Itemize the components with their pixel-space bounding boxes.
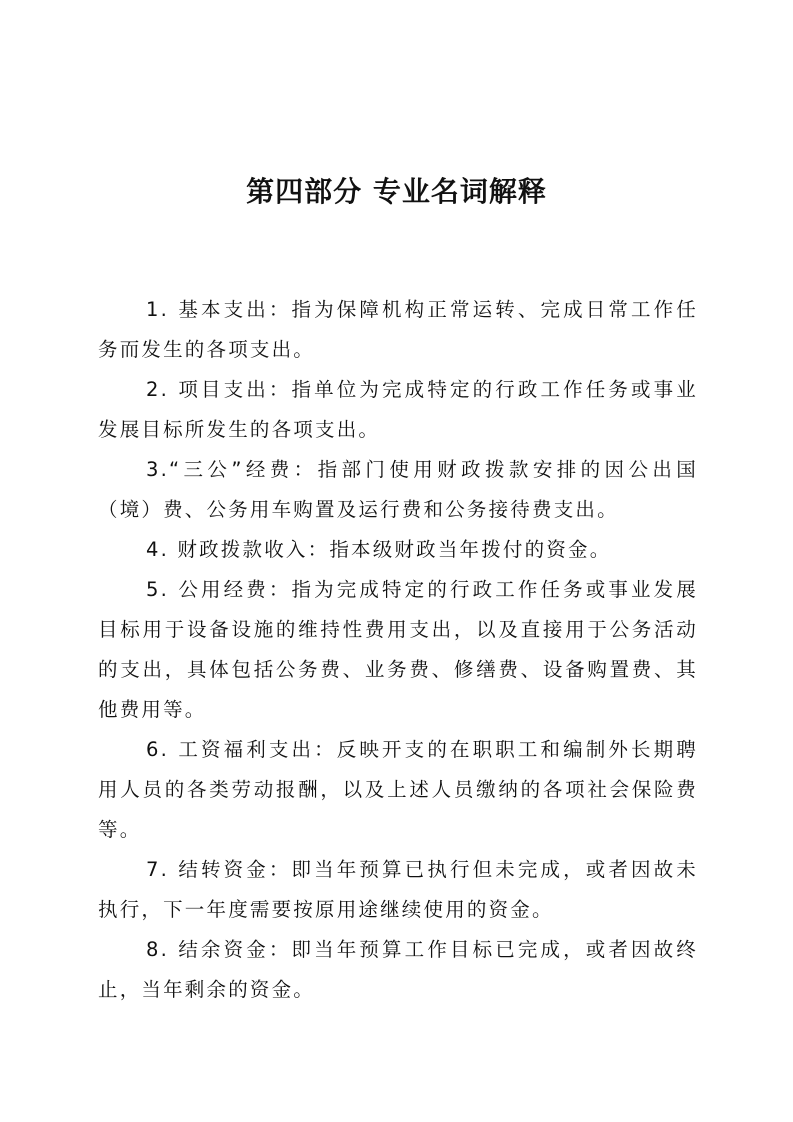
definition-item-7	[98, 850, 698, 930]
definition-text: 即当年预算工作目标已完成，或者因故终止，当年剩余的资金。	[98, 938, 698, 1001]
definition-text: 指单位为完成特定的行政工作任务或事业发展目标所发生的各项支出。	[98, 378, 698, 441]
definition-item-1	[98, 290, 698, 370]
definition-term: 6. 工资福利支出：	[146, 738, 337, 761]
definition-term: 5. 公用经费：	[146, 578, 292, 601]
definition-text: 指部门使用财政拨款安排的因公出国（境）费、公务用车购置及运行费和公务接待费支出。	[98, 458, 698, 521]
definition-text: 即当年预算已执行但未完成，或者因故未执行，下一年度需要按原用途继续使用的资金。	[98, 858, 698, 921]
definition-term: 8. 结余资金：	[146, 938, 292, 961]
definition-term: 3.“三公”经费：	[146, 458, 318, 481]
definition-item-4	[98, 530, 698, 570]
definition-item-5	[98, 570, 698, 730]
page-title: 第四部分 专业名词解释	[246, 175, 547, 208]
definition-term: 2. 项目支出：	[146, 378, 292, 401]
definition-item-2	[98, 370, 698, 450]
definition-term: 4. 财政拨款收入：	[146, 538, 330, 561]
definition-item-3	[98, 450, 698, 530]
definition-text: 反映开支的在职职工和编制外长期聘用人员的各类劳动报酬，以及上述人员缴纳的各项社会保险费等。	[98, 738, 698, 841]
definition-item-6	[98, 730, 698, 850]
definition-text: 指为完成特定的行政工作任务或事业发展目标用于设备设施的维持性费用支出，以及直接用于公务活动的支出，具体包括公务费、业务费、修缮费、设备购置费、其他费用等。	[98, 578, 698, 721]
definition-item-8	[98, 930, 698, 1010]
definition-term: 7. 结转资金：	[146, 858, 292, 881]
definition-text: 指本级财政当年拨付的资金。	[329, 538, 612, 561]
definitions-list	[98, 290, 698, 1010]
definition-term: 1. 基本支出：	[146, 298, 292, 321]
definition-text: 指为保障机构正常运转、完成日常工作任务而发生的各项支出。	[98, 298, 698, 361]
